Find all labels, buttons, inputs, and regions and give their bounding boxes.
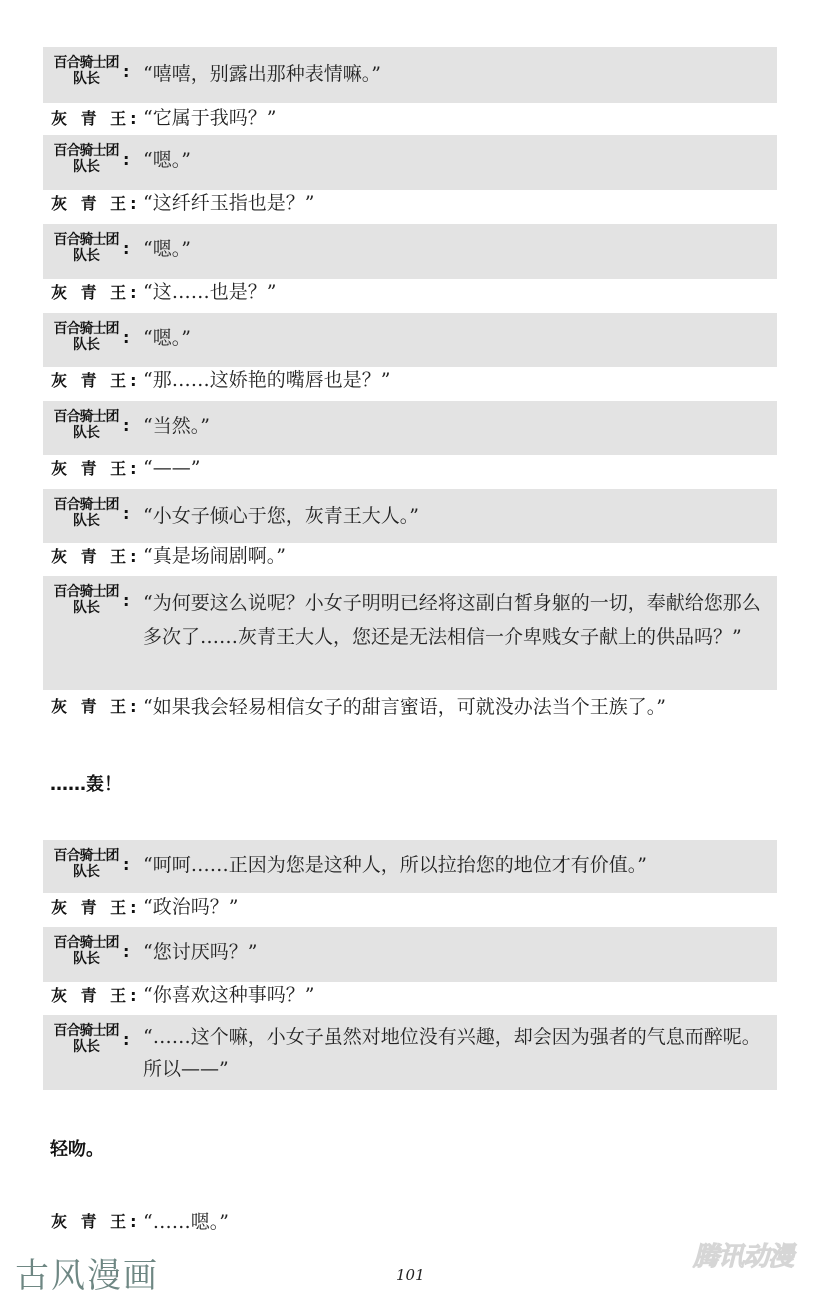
dialogue-row [43,279,777,311]
dialogue-text: “你喜欢这种事吗？” [143,984,315,1006]
dialogue-row [43,576,777,690]
speaker-label-grey-king: 灰 青 王: [51,898,141,917]
speaker-label-grey-king: 灰 青 王: [51,109,141,128]
dialogue-text: “这纤纤玉指也是？” [143,192,315,214]
dialogue-text: “当然。” [143,415,210,437]
dialogue-text: “小女子倾心于您，灰青王大人。” [143,505,419,527]
dialogue-text: “为何要这么说呢？小女子明明已经将这副白皙身躯的一切，奉献给您那么多次了……灰青王大人，您还是无法相信一介卑贱女子献上的供品吗？” [143,592,761,648]
dialogue-text: “嗯。” [143,149,191,171]
speaker-label-lily-captain: 百合骑士团 队长 : [53,584,130,616]
dialogue-row [43,982,777,1015]
dialogue-text: “政治吗？” [143,896,239,918]
speaker-label-grey-king: 灰 青 王: [51,283,141,302]
speaker-label-lily-captain: 百合骑士团 队长 : [53,409,130,441]
speaker-label-lily-captain: 百合骑士团 队长 : [53,232,130,264]
dialogue-row [43,401,777,455]
dialogue-text: “……这个嘛，小女子虽然对地位没有兴趣，却会因为强者的气息而醉呢。所以——” [143,1026,761,1080]
speaker-label-grey-king: 灰 青 王: [51,986,141,1005]
dialogue-text: “——” [143,457,201,479]
speaker-label-grey-king: 灰 青 王: [51,547,141,566]
speaker-label-lily-captain: 百合骑士团 队长 : [53,55,130,87]
dialogue-row [43,455,777,488]
speaker-label-lily-captain: 百合骑士团 队长 : [53,497,130,529]
dialogue-row [43,103,777,135]
dialogue-text: “它属于我吗？” [143,107,277,129]
dialogue-text: “……嗯。” [143,1211,229,1233]
dialogue-row [43,893,777,927]
speaker-label-grey-king: 灰 青 王: [51,194,141,213]
dialogue-row [43,543,777,575]
dialogue-row [43,190,777,222]
dialogue-row [43,47,777,103]
watermark-gufeng-logo: 古风漫画 [15,1256,159,1296]
speaker-label-grey-king: 灰 青 王: [51,459,141,478]
speaker-label-lily-captain: 百合骑士团 队长 : [53,848,130,880]
watermark-tencent-comics-logo: 腾讯动漫 [693,1242,794,1272]
dialogue-text: “如果我会轻易相信女子的甜言蜜语，可就没办法当个王族了。” [143,696,666,718]
dialogue-row [43,224,777,279]
dialogue-text: “嗯。” [143,238,191,260]
dialogue-row [43,927,777,982]
dialogue-row [43,840,777,893]
narration-boom: ……轰！ [50,774,122,795]
dialogue-row [43,1205,777,1239]
dialogue-row [43,135,777,190]
dialogue-text: “那……这娇艳的嘴唇也是？” [143,369,391,391]
dialogue-text: “嗯。” [143,327,191,349]
dialogue-row [43,690,777,726]
dialogue-text: “您讨厌吗？” [143,941,258,963]
dialogue-text: “呵呵……正因为您是这种人，所以拉抬您的地位才有价值。” [143,854,647,876]
page-number: 101 [396,1266,425,1284]
speaker-label-grey-king: 灰 青 王: [51,371,141,390]
speaker-label-lily-captain: 百合骑士团 队长 : [53,143,130,175]
speaker-label-lily-captain: 百合骑士团 队长 : [53,1023,130,1055]
dialogue-text: “真是场闹剧啊。” [143,545,286,567]
dialogue-text: “这……也是？” [143,281,277,303]
narration-kiss: 轻吻。 [50,1139,104,1160]
dialogue-row [43,367,777,400]
speaker-label-grey-king: 灰 青 王: [51,1212,141,1231]
dialogue-row [43,313,777,367]
dialogue-row [43,489,777,543]
speaker-label-lily-captain: 百合骑士团 队长 : [53,935,130,967]
dialogue-row [43,1015,777,1090]
dialogue-text: “嘻嘻，别露出那种表情嘛。” [143,63,381,85]
speaker-label-lily-captain: 百合骑士团 队长 : [53,321,130,353]
speaker-label-grey-king: 灰 青 王: [51,697,141,716]
